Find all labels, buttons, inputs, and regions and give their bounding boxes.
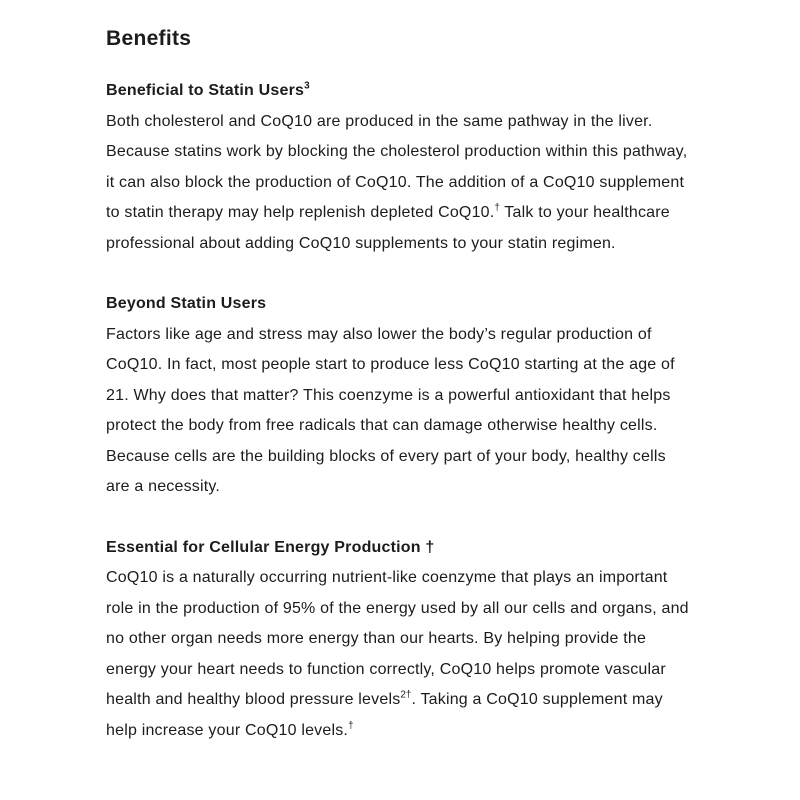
- section-paragraph: Both cholesterol and CoQ10 are produced in the same pathway in the liver. Because statins work by blocking the cholesterol production within this pathway, it can also block the production of CoQ10. The addition of a CoQ10 supplement to statin therapy may help replenish depleted CoQ10.† Talk to your healthcare professional about adding CoQ10 supplements to your statin regimen.: [106, 112, 688, 252]
- footnote-superscript: 2†: [400, 689, 412, 701]
- section-heading: Beyond Statin Users: [106, 295, 267, 312]
- footnote-superscript: †: [494, 202, 500, 214]
- footnote-superscript: †: [348, 720, 354, 732]
- benefit-section-3: [106, 533, 694, 747]
- page-title: Benefits: [106, 27, 192, 50]
- benefit-section-1: [106, 76, 694, 259]
- section-heading: Essential for Cellular Energy Production †: [106, 538, 435, 556]
- benefit-sections: [106, 76, 694, 746]
- section-heading: Beneficial to Statin Users$^3$: [106, 80, 310, 99]
- benefit-section-2: [106, 289, 694, 503]
- benefits-content: [106, 0, 694, 746]
- section-paragraph: Factors like age and stress may also lower the body’s regular production of CoQ10. In fact, most people start to produce less CoQ10 starting at the age of 21. Why does that matter? This coenzyme is a powerful antioxidant that helps protect the body from free radicals that can damage otherwise healthy cells. Because cells are the building blocks of every part of your body, healthy cells are a necessity.: [106, 325, 675, 495]
- section-paragraph: CoQ10 is a naturally occurring nutrient-like coenzyme that plays an important role in the production of 95% of the energy used by all our cells and organs, and no other organ needs more energy than our hearts. By helping provide the energy your heart needs to function correctly, CoQ10 helps promote vascular health and healthy blood pressure levels$^{2\dagger}$. Taking a CoQ10 supplement may help increase your CoQ10 levels.†: [106, 569, 689, 739]
- heading-superscript: 3: [304, 80, 310, 92]
